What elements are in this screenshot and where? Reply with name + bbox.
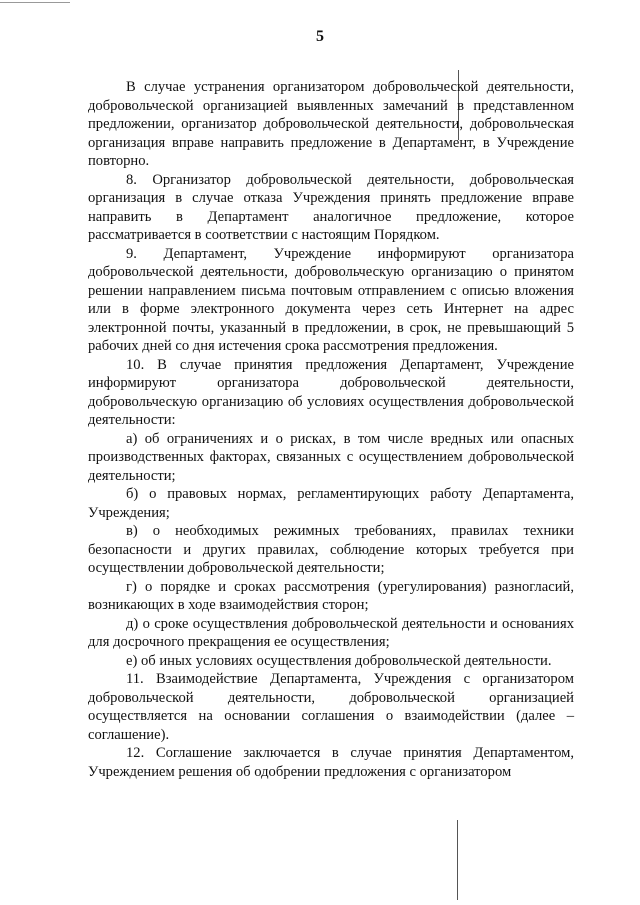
paragraph: 9. Департамент, Учреждение информируют организатора добровольческой деятельности, добровольческую организацию о принятом решении направлением письма почтовым отправлением с описью вложения или в форме электронного документа через сеть Интернет на адрес электронной почты, указанный в предложении, в срок, не превышающий 5 рабочих дней со дня истечения срока рассмотрения предложения. [88, 245, 574, 354]
paragraph: д) о сроке осуществления добровольческой деятельности и основаниях для досрочного прекращения ее осуществления; [88, 615, 574, 650]
scan-artifact-line [0, 2, 70, 3]
paragraph: В случае устранения организатором добровольческой деятельности, добровольческой организацией выявленных замечаний в представленном предложении, организатор добровольческой деятельности, добровольческая организация вправе направить предложение в Департамент, в Учреждение повторно. [88, 79, 574, 169]
paragraph: е) об иных условиях осуществления добровольческой деятельности. [126, 652, 552, 669]
paragraph: 8. Организатор добровольческой деятельности, добровольческая организация в случае отказа Учреждения принять предложение вправе направить в Департамент аналогичное предложение, которое рассматривается в соответствии с настоящим Порядком. [88, 171, 574, 243]
paragraph: б) о правовых нормах, регламентирующих работу Департамента, Учреждения; [88, 486, 574, 521]
paragraph: в) о необходимых режимных требованиях, правилах техники безопасности и других правилах, соблюдение которых требуется при осуществлении добровольческой деятельности; [88, 523, 574, 576]
document-body [88, 78, 574, 781]
paragraph: а) об ограничениях и о рисках, в том числе вредных или опасных производственных факторах, связанных с осуществлением добровольческой деятельности; [88, 430, 574, 484]
paragraph: 10. В случае принятия предложения Департамент, Учреждение информируют организатора добровольческой деятельности, добровольческую организацию об условиях осуществления добровольческой деятельности: [88, 356, 574, 428]
paragraph: г) о порядке и сроках рассмотрения (урегулирования) разногласий, возникающих в ходе взаимодействия сторон; [88, 578, 574, 613]
paragraph: 12. Соглашение заключается в случае принятия Департаментом, Учреждением решения об одобрении предложения с организатором [88, 745, 574, 780]
scan-artifact-line [457, 820, 458, 900]
paragraph: 11. Взаимодействие Департамента, Учреждения с организатором добровольческой деятельности, добровольческой организацией осуществляется на основании соглашения о взаимодействии (далее – соглашение). [88, 671, 574, 743]
page-number: 5 [316, 28, 324, 45]
